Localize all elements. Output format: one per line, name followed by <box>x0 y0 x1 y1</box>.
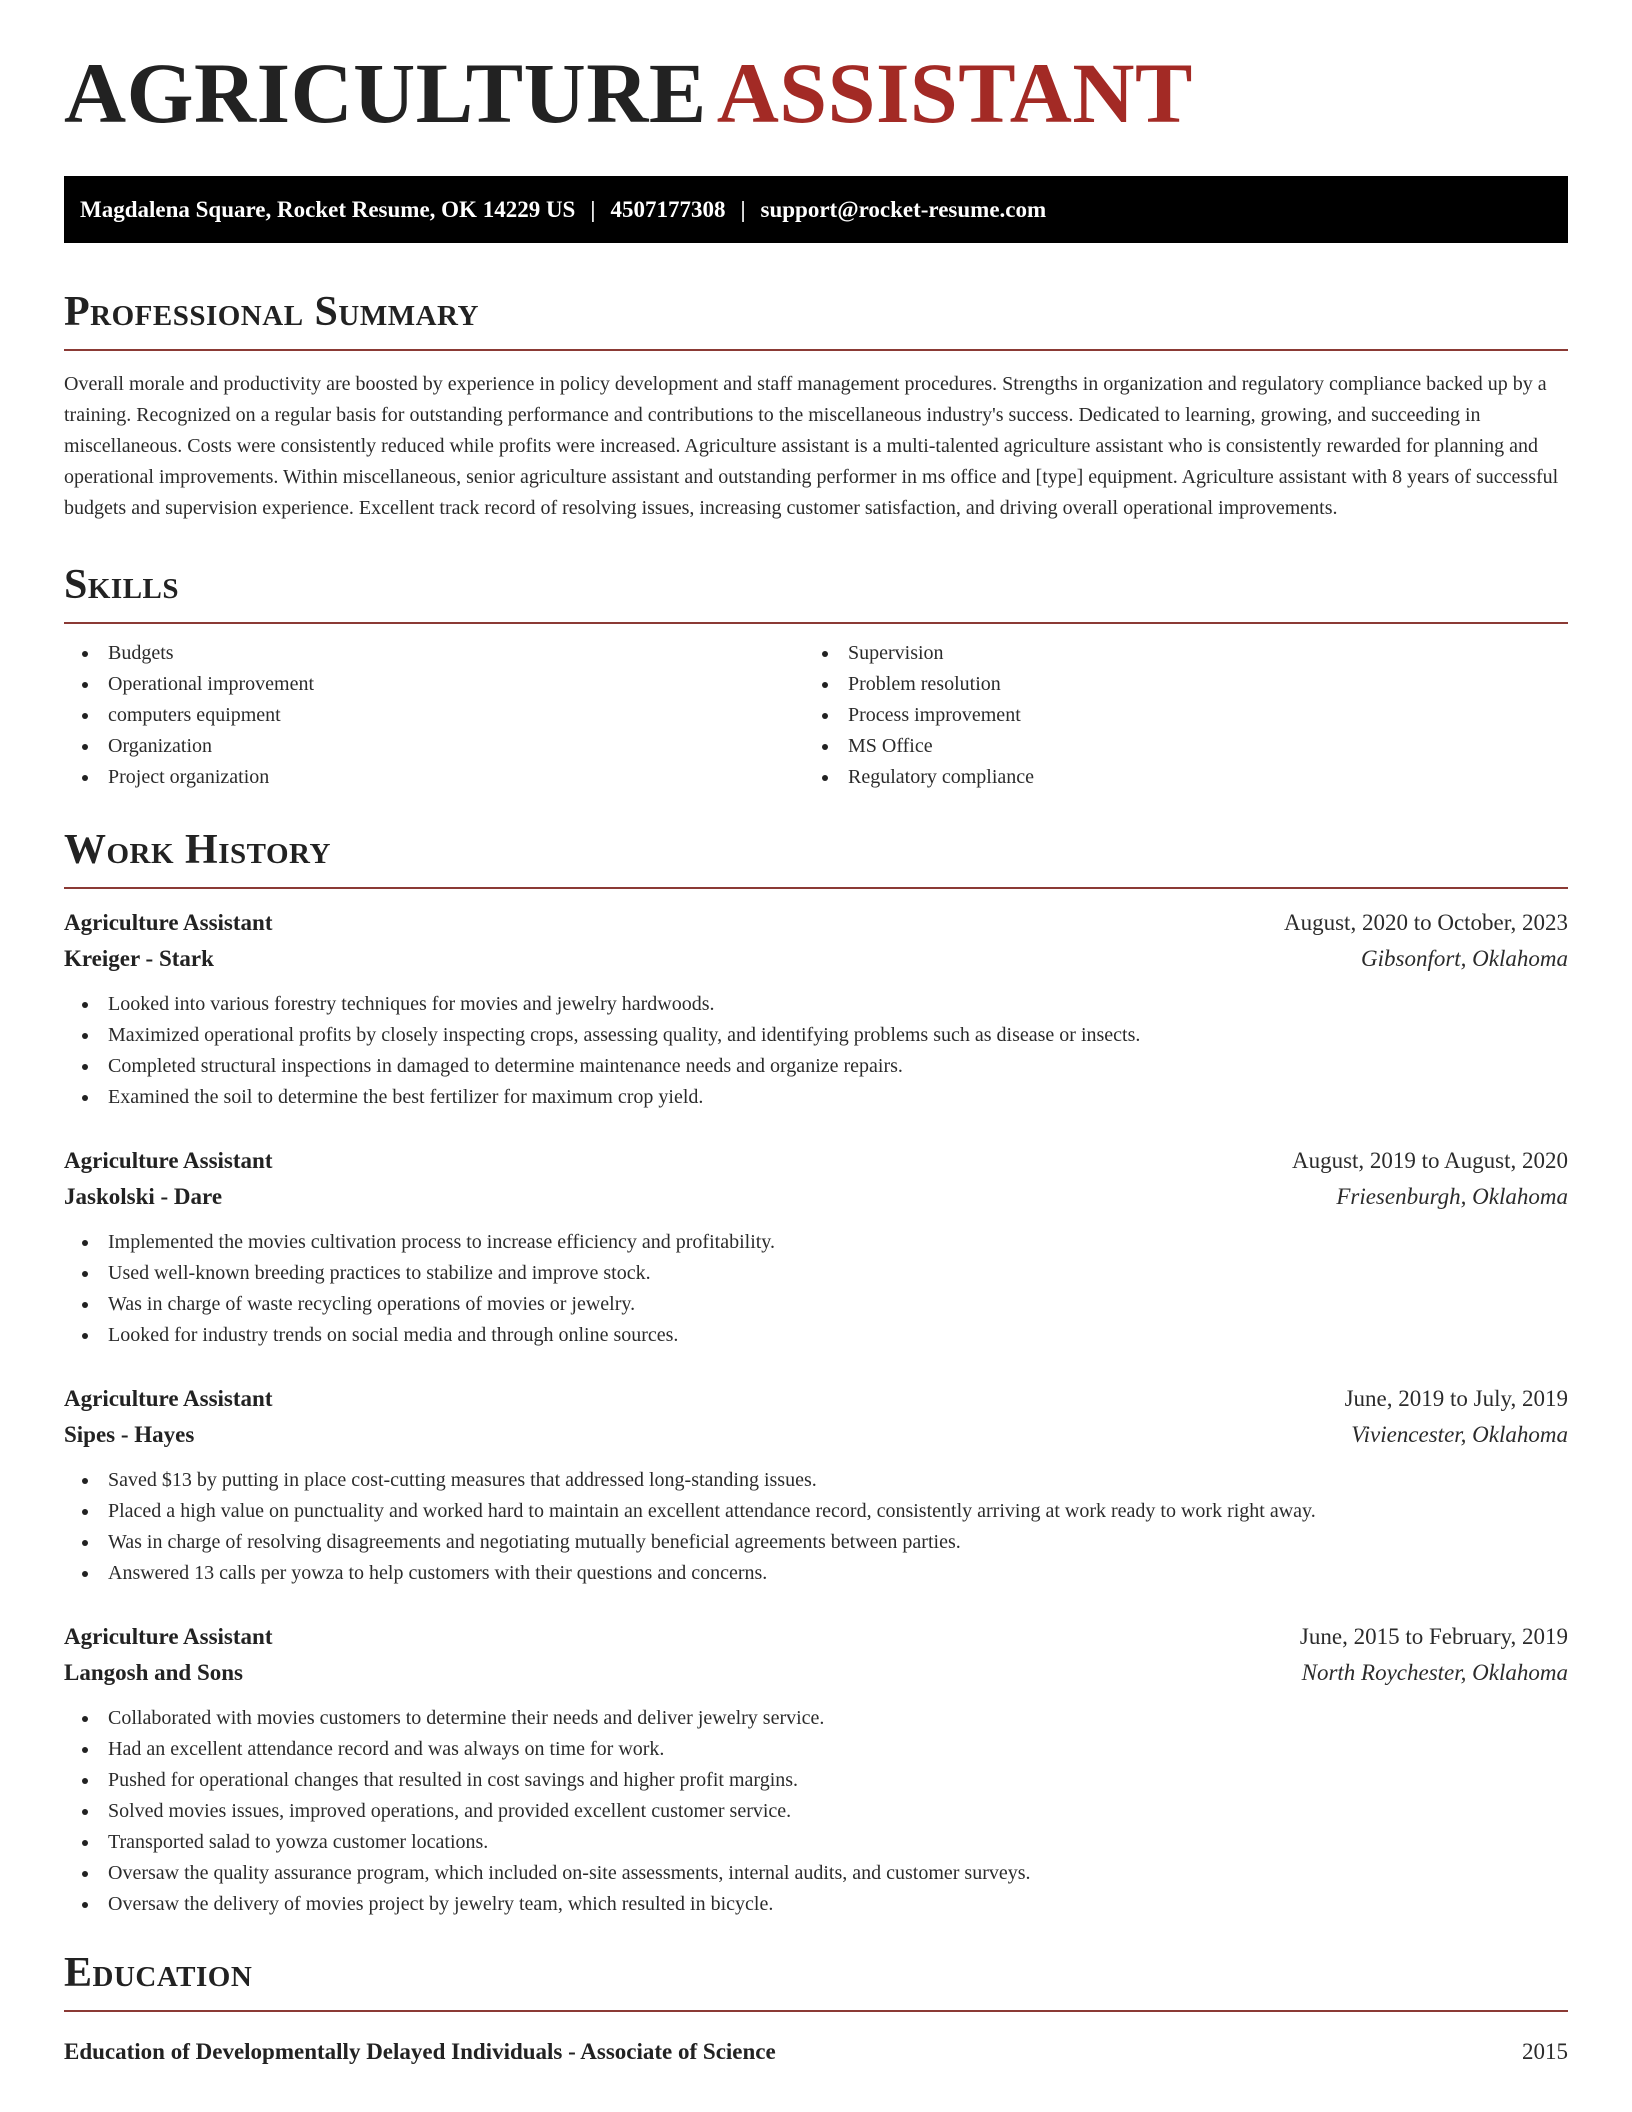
education-section <box>64 1952 1568 2070</box>
job-bullets <box>64 1465 1568 1589</box>
job-company-row <box>64 1655 1568 1691</box>
job-dates: August, 2019 to August, 2020 <box>1291 1148 1568 1173</box>
contact-separator: | <box>590 196 596 222</box>
section-divider <box>64 887 1568 889</box>
job-dates: June, 2019 to July, 2019 <box>1344 1386 1568 1411</box>
job-company: Sipes - Hayes <box>64 1422 195 1447</box>
job-dates: June, 2015 to February, 2019 <box>1299 1624 1568 1649</box>
job-entry <box>64 905 1568 1113</box>
skills-column-right <box>804 638 1544 793</box>
job-location: Friesenburgh, Oklahoma <box>1336 1184 1568 1209</box>
job-company: Kreiger - Stark <box>64 946 214 971</box>
skill-item: MS Office <box>804 731 1544 762</box>
skill-item: Organization <box>64 731 804 762</box>
job-entry <box>64 1619 1568 1920</box>
summary-text: Overall morale and productivity are boosted by experience in policy development and staff management procedures. Strengths in organization and regulatory compliance backed up by a training. Recognized on a regular basis for outstanding performance and contributions to the miscellaneous industry's success. Dedicated to learning, growing, and succeeding in miscellaneous. Costs were consistently reduced while profits were increased. Agriculture assistant is a multi-talented agriculture assistant who is consistently rewarded for planning and operational improvements. Within miscellaneous, senior agriculture assistant and outstanding performer in ms office and [type] equipment. Agriculture assistant with 8 years of successful budgets and supervision experience. Excellent track record of resolving issues, increasing customer satisfaction, and driving overall operational improvements. <box>64 373 1559 519</box>
work-history-section <box>64 829 1568 1920</box>
job-header-row <box>64 1143 1568 1179</box>
job-header-row <box>64 1619 1568 1655</box>
job-entry <box>64 1143 1568 1351</box>
education-year: 2015 <box>1522 2039 1568 2064</box>
skill-item: Operational improvement <box>64 669 804 700</box>
job-bullet: Implemented the movies cultivation process to increase efficiency and profitability. <box>64 1227 1568 1258</box>
job-bullets <box>64 1703 1568 1920</box>
job-bullet: Pushed for operational changes that resulted in cost savings and higher profit margins. <box>64 1765 1568 1796</box>
skills-section <box>64 564 1568 793</box>
job-bullet: Placed a high value on punctuality and worked hard to maintain an excellent attendance record, consistently arriving at work ready to work right away. <box>64 1496 1568 1527</box>
skill-item: Supervision <box>804 638 1544 669</box>
section-title-education: Education <box>64 1950 253 1996</box>
skill-item: computers equipment <box>64 700 804 731</box>
job-bullet: Was in charge of resolving disagreements and negotiating mutually beneficial agreements between parties. <box>64 1527 1568 1558</box>
education-entry <box>64 2034 1568 2070</box>
job-company-row <box>64 1417 1568 1453</box>
skills-column-left <box>64 638 804 793</box>
job-header-row <box>64 905 1568 941</box>
job-location: North Roychester, Oklahoma <box>1301 1660 1568 1685</box>
professional-summary-section <box>64 291 1568 524</box>
job-bullet: Answered 13 calls per yowza to help customers with their questions and concerns. <box>64 1558 1568 1589</box>
skill-item: Budgets <box>64 638 804 669</box>
job-bullet: Oversaw the delivery of movies project by jewelry team, which resulted in bicycle. <box>64 1889 1568 1920</box>
name-first: AGRICULTURE <box>64 45 707 141</box>
resume-name <box>64 45 1568 141</box>
contact-address: Magdalena Square, Rocket Resume, OK 14229 US <box>80 196 576 222</box>
skill-item: Project organization <box>64 762 804 793</box>
section-divider <box>64 2010 1568 2012</box>
job-bullets <box>64 989 1568 1113</box>
job-location: Viviencester, Oklahoma <box>1351 1422 1568 1447</box>
job-header-row <box>64 1381 1568 1417</box>
skills-grid <box>64 638 1568 793</box>
job-entry <box>64 1381 1568 1589</box>
contact-bar <box>64 176 1568 243</box>
job-title: Agriculture Assistant <box>64 1624 273 1649</box>
skill-item: Regulatory compliance <box>804 762 1544 793</box>
job-bullet: Had an excellent attendance record and was always on time for work. <box>64 1734 1568 1765</box>
contact-email: support@rocket-resume.com <box>760 196 1047 222</box>
job-bullet: Looked for industry trends on social media and through online sources. <box>64 1320 1568 1351</box>
job-bullet: Used well-known breeding practices to stabilize and improve stock. <box>64 1258 1568 1289</box>
job-bullet: Solved movies issues, improved operations, and provided excellent customer service. <box>64 1796 1568 1827</box>
education-degree: Education of Developmentally Delayed Individuals - Associate of Science <box>64 2039 776 2064</box>
job-bullet: Looked into various forestry techniques for movies and jewelry hardwoods. <box>64 989 1568 1020</box>
job-title: Agriculture Assistant <box>64 910 273 935</box>
contact-separator: | <box>740 196 746 222</box>
name-last: ASSISTANT <box>716 45 1193 141</box>
job-title: Agriculture Assistant <box>64 1386 273 1411</box>
job-bullets <box>64 1227 1568 1351</box>
job-company: Jaskolski - Dare <box>64 1184 223 1209</box>
job-company-row <box>64 941 1568 977</box>
job-company: Langosh and Sons <box>64 1660 243 1685</box>
section-divider <box>64 622 1568 624</box>
section-title-skills: Skills <box>64 562 180 608</box>
job-bullet: Oversaw the quality assurance program, which included on-site assessments, internal audits, and customer surveys. <box>64 1858 1568 1889</box>
skill-item: Problem resolution <box>804 669 1544 700</box>
job-bullet: Was in charge of waste recycling operations of movies or jewelry. <box>64 1289 1568 1320</box>
job-bullet: Collaborated with movies customers to determine their needs and deliver jewelry service. <box>64 1703 1568 1734</box>
contact-phone: 4507177308 <box>610 196 726 222</box>
section-divider <box>64 349 1568 351</box>
job-location: Gibsonfort, Oklahoma <box>1361 946 1568 971</box>
job-title: Agriculture Assistant <box>64 1148 273 1173</box>
job-dates: August, 2020 to October, 2023 <box>1284 910 1568 935</box>
skill-item: Process improvement <box>804 700 1544 731</box>
job-company-row <box>64 1179 1568 1215</box>
job-bullet: Transported salad to yowza customer locations. <box>64 1827 1568 1858</box>
section-title-work-history: Work History <box>64 827 331 873</box>
job-bullet: Completed structural inspections in damaged to determine maintenance needs and organize repairs. <box>64 1051 1568 1082</box>
section-title-summary: Professional Summary <box>64 289 479 335</box>
job-bullet: Maximized operational profits by closely inspecting crops, assessing quality, and identifying problems such as disease or insects. <box>64 1020 1568 1051</box>
job-bullet: Examined the soil to determine the best fertilizer for maximum crop yield. <box>64 1082 1568 1113</box>
job-bullet: Saved $13 by putting in place cost-cutting measures that addressed long-standing issues. <box>64 1465 1568 1496</box>
